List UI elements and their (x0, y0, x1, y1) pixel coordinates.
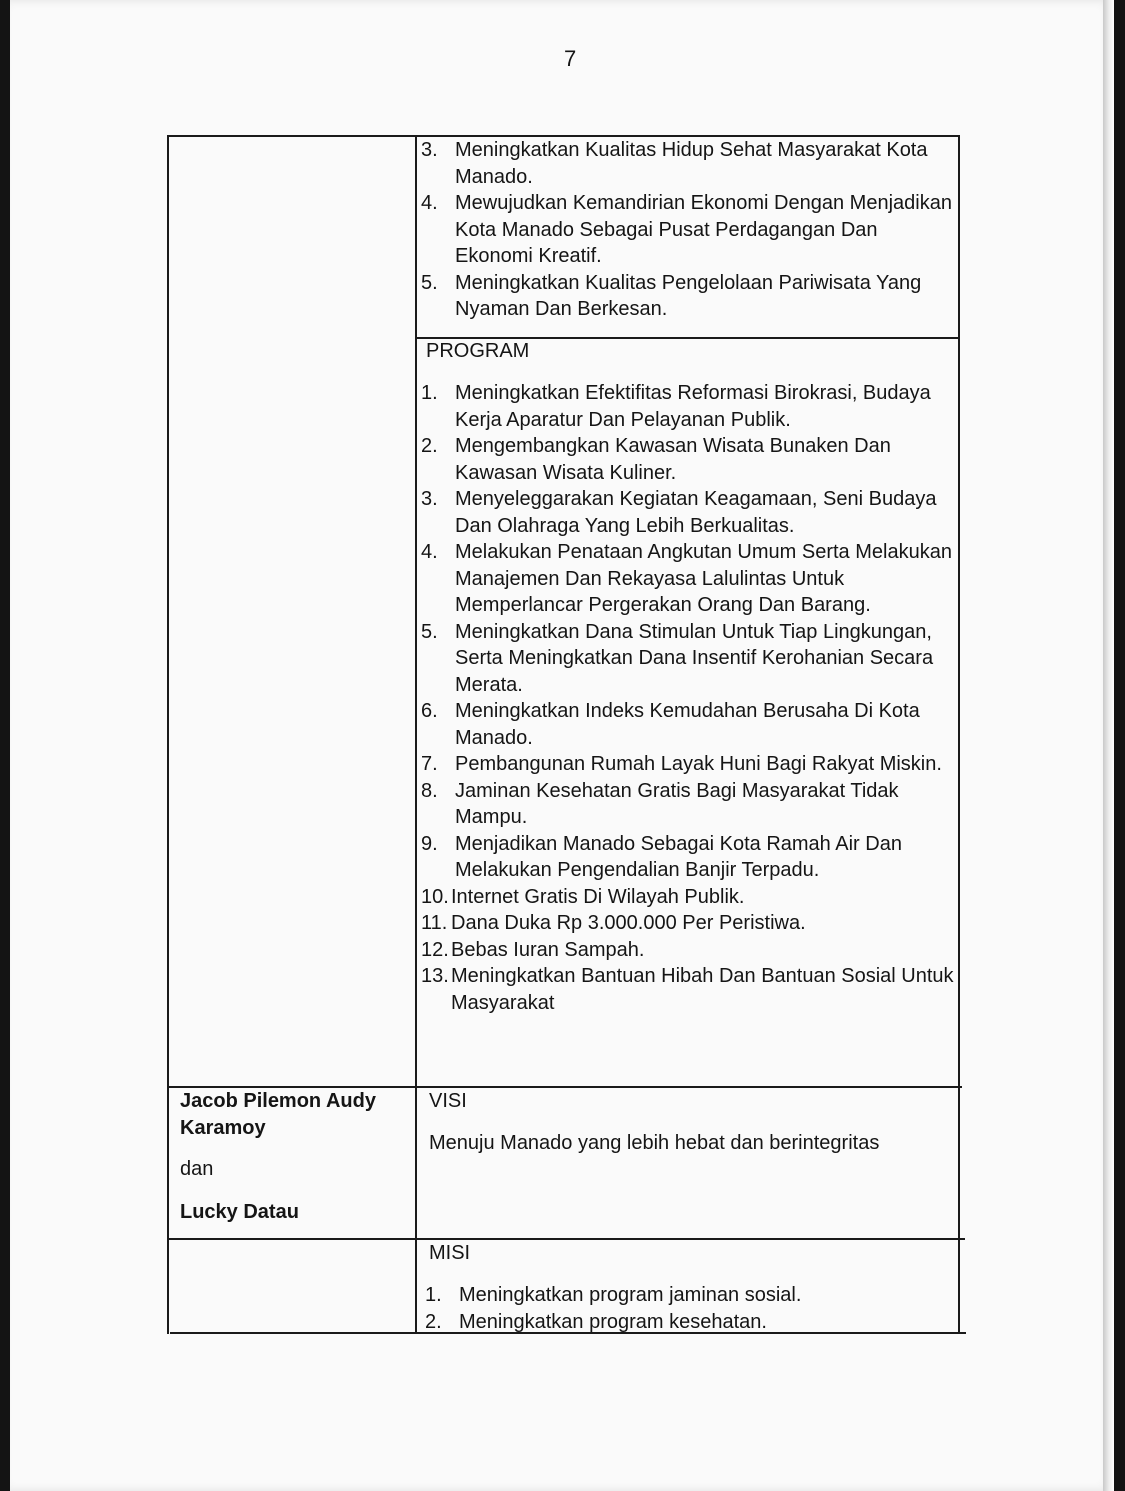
program-list-cell (421, 380, 956, 1016)
list-item-number: 10. (421, 885, 449, 908)
list-item-number: 2. (421, 435, 438, 457)
list-item (421, 698, 956, 751)
list-item-number: 5. (421, 620, 438, 643)
list-item (421, 486, 956, 539)
list-item-text: Jaminan Kesehatan Gratis Bagi Masyarakat Tidak Mampu. (455, 779, 899, 828)
list-item (421, 937, 956, 964)
table-right-border (958, 135, 960, 1334)
misi-list-cell (425, 1282, 960, 1335)
candidate-conjunction: dan (180, 1158, 214, 1180)
list-item-number: 3. (421, 139, 438, 161)
document-page (10, 0, 1114, 1491)
list-item-text: Meningkatkan program kesehatan. (459, 1310, 767, 1333)
list-item (421, 190, 956, 270)
list-item-text: Meningkatkan Efektifitas Reformasi Birokrasi, Budaya Kerja Aparatur Dan Pelayanan Publik. (455, 382, 931, 431)
list-item-number: 5. (421, 271, 438, 294)
list-item-number: 2. (425, 1310, 442, 1333)
list-item-text: Dana Duka Rp 3.000.000 Per Peristiwa. (451, 912, 806, 934)
list-item-text: Melakukan Penataan Angkutan Umum Serta Melakukan Manajemen Dan Rekayasa Lalulintas Untuk Memperlancar Pergerakan Orang Dan Barang. (455, 541, 952, 616)
list-item-number: 4. (421, 541, 438, 563)
candidate-name-2: Lucky Datau (180, 1200, 299, 1223)
page-number: 7 (564, 46, 577, 71)
program-cell (426, 338, 956, 365)
list-item (421, 751, 956, 778)
program-heading: PROGRAM (426, 340, 530, 362)
page-edge-shadow (1103, 0, 1114, 1491)
list-item-number: 1. (421, 382, 438, 404)
list-item-text: Meningkatkan Dana Stimulan Untuk Tiap Lingkungan, Serta Meningkatkan Dana Insentif Kerohanian Secara Merata. (455, 620, 934, 696)
misi-list (425, 1282, 960, 1335)
list-item-text: Meningkatkan Kualitas Pengelolaan Pariwisata Yang Nyaman Dan Berkesan. (455, 271, 922, 320)
list-item-text: Meningkatkan Indeks Kemudahan Berusaha Di Kota Manado. (455, 700, 920, 749)
list-item-text: Pembangunan Rumah Layak Huni Bagi Rakyat Miskin. (455, 753, 942, 775)
list-item-number: 1. (425, 1284, 442, 1306)
visi-cell (429, 1088, 956, 1156)
list-item-text: Bebas Iuran Sampah. (451, 938, 645, 961)
table-left-border (167, 135, 169, 1334)
list-item (421, 380, 956, 433)
list-item (421, 539, 956, 619)
list-item-number: 7. (421, 753, 438, 775)
list-item-text: Meningkatkan Bantuan Hibah Dan Bantuan Sosial Untuk Masyarakat (451, 965, 954, 1014)
list-item-number: 9. (421, 832, 438, 855)
candidate-name-line2: Karamoy (180, 1116, 266, 1139)
misi-cell (429, 1240, 959, 1267)
list-item-text: Menjadikan Manado Sebagai Kota Ramah Air Dan Melakukan Pengendalian Banjir Terpadu. (455, 832, 902, 881)
list-item (425, 1309, 960, 1336)
list-item-text: Meningkatkan Kualitas Hidup Sehat Masyarakat Kota Manado. (455, 139, 928, 188)
list-item-number: 11. (421, 912, 448, 934)
list-item-number: 4. (421, 192, 438, 214)
list-item (421, 884, 956, 911)
list-item-text: Meningkatkan program jaminan sosial. (459, 1284, 802, 1306)
list-item (421, 963, 956, 1016)
list-item-text: Menyeleggarakan Kegiatan Keagamaan, Seni Budaya Dan Olahraga Yang Lebih Berkualitas. (455, 488, 937, 537)
list-item (421, 619, 956, 699)
misi-continued-cell (421, 137, 956, 323)
misi-heading: MISI (429, 1242, 471, 1264)
list-item-number: 3. (421, 488, 438, 510)
list-item-text: Mewujudkan Kemandirian Ekonomi Dengan Menjadikan Kota Manado Sebagai Pusat Perdagangan Dan Ekonomi Kreatif. (455, 192, 952, 267)
list-item-number: 6. (421, 700, 438, 722)
column-divider (415, 135, 417, 1334)
list-item-number: 13. (421, 965, 449, 987)
visi-text: Menuju Manado yang lebih hebat dan berintegritas (429, 1131, 880, 1154)
list-item (421, 910, 956, 937)
list-item-number: 8. (421, 779, 438, 802)
misi-continued-list (421, 137, 956, 323)
program-list (421, 380, 956, 1016)
candidate-cell (180, 1088, 412, 1225)
list-item (421, 433, 956, 486)
list-item-text: Mengembangkan Kawasan Wisata Bunaken Dan Kawasan Wisata Kuliner. (455, 435, 891, 484)
list-item (421, 270, 956, 323)
list-item-text: Internet Gratis Di Wilayah Publik. (451, 885, 745, 908)
list-item-number: 12. (421, 938, 449, 961)
list-item (421, 778, 956, 831)
candidate-name-line1: Jacob Pilemon Audy (180, 1090, 376, 1112)
list-item (421, 137, 956, 190)
visi-heading: VISI (429, 1090, 467, 1112)
list-item (421, 831, 956, 884)
list-item (425, 1282, 960, 1309)
